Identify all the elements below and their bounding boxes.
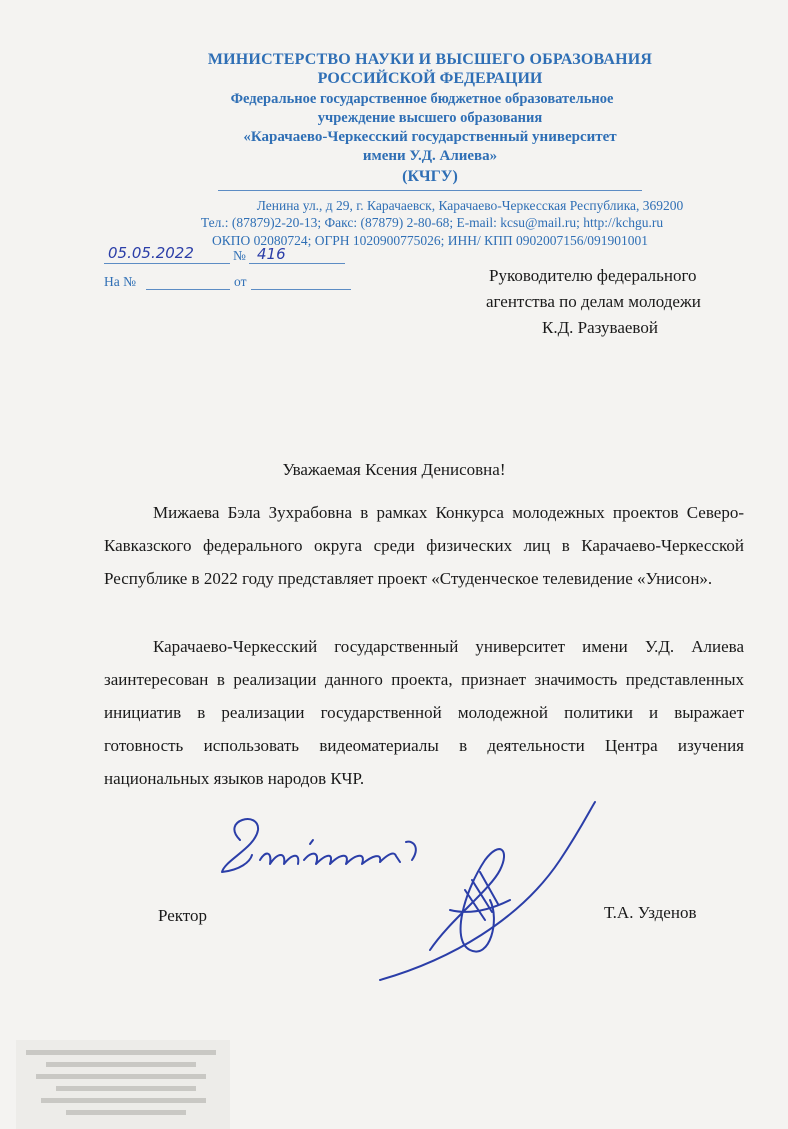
letterhead-institution-line-2: учреждение высшего образования — [317, 110, 543, 126]
registration-number: 416 — [257, 245, 286, 263]
reference-number-label: На № — [104, 274, 136, 289]
letterhead-contacts: Тел.: (87879)2-20-13; Факс: (87879) 2-80-68; E-mail: kcsu@mail.ru; http://kchgu.ru — [200, 215, 664, 230]
reference-number-underline — [146, 289, 230, 290]
date-underline — [104, 263, 230, 264]
letterhead-ministry-line-1: МИНИСТЕРСТВО НАУКИ И ВЫСШЕГО ОБРАЗОВАНИЯ — [207, 51, 653, 68]
addressee-line-2: агентства по делам молодежи — [486, 292, 701, 311]
greeting: Уважаемая Ксения Денисовна! — [282, 460, 506, 479]
number-underline — [249, 263, 345, 264]
reference-from-label: от — [234, 274, 247, 289]
addressee-name: К.Д. Разуваевой — [542, 318, 658, 337]
reference-date-underline — [251, 289, 351, 290]
faded-stamp — [16, 1040, 230, 1129]
letterhead-divider — [218, 190, 642, 191]
body-paragraph-1: Мижаева Бэла Зухрабовна в рамках Конкурса молодежных проектов Северо-Кавказского федерального округа среди физических лиц в Карачаево-Черкесской Республике в 2022 году представляет проект «Студенческое телевидение «Унисон». — [104, 503, 744, 588]
letterhead-abbreviation: (КЧГУ) — [402, 168, 458, 185]
letterhead-university-line-2: имени У.Д. Алиева» — [362, 148, 498, 164]
registration-date: 05.05.2022 — [108, 244, 194, 262]
handwritten-signature — [200, 800, 620, 1000]
registration-number-label: № — [233, 248, 246, 263]
signatory-position: Ректор — [158, 906, 208, 925]
letterhead-address: Ленина ул., д 29, г. Карачаевск, Карачаево-Черкесская Республика, 369200 — [256, 198, 684, 213]
letterhead-institution-line-1: Федеральное государственное бюджетное образовательное — [230, 91, 614, 107]
addressee-line-1: Руководителю федерального — [489, 266, 697, 285]
letterhead-codes: ОКПО 02080724; ОГРН 1020900775026; ИНН/ КПП 0902007156/091901001 — [211, 233, 649, 248]
signatory-name: Т.А. Узденов — [604, 903, 697, 922]
body-paragraph-2: Карачаево-Черкесский государственный университет имени У.Д. Алиева заинтересован в реализации данного проекта, признает значимость представленных инициатив в реализации государственной молодежной политики и выражает готовность использовать видеоматериалы в деятельности Центра изучения национальных языков народов КЧР. — [104, 637, 744, 788]
letterhead-ministry-line-2: РОССИЙСКОЙ ФЕДЕРАЦИИ — [317, 70, 543, 87]
letterhead-university-line-1: «Карачаево-Черкесский государственный университет — [243, 129, 617, 145]
